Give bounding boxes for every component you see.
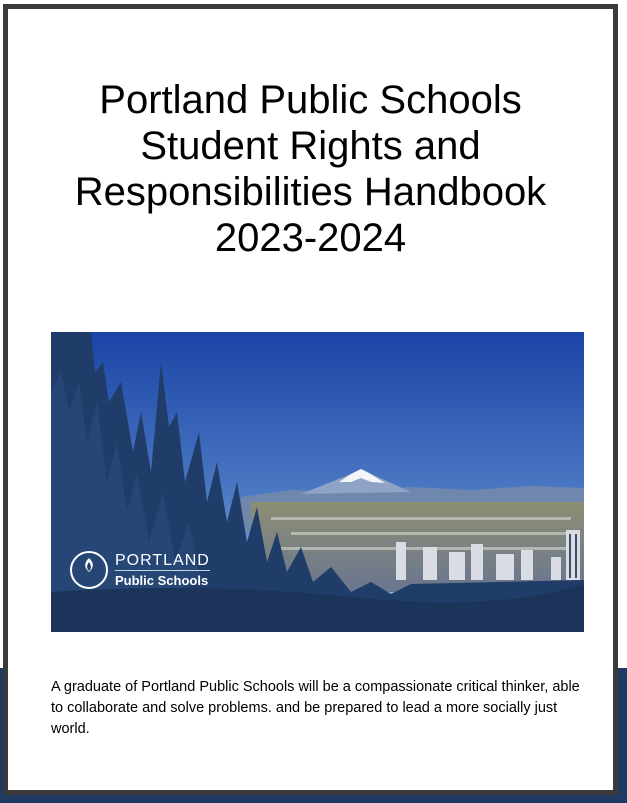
logo-line-public-schools: Public Schools bbox=[115, 570, 210, 589]
title-line: 2023-2024 bbox=[214, 216, 407, 260]
pps-flame-emblem-icon bbox=[69, 550, 109, 590]
title-line: Responsibilities Handbook bbox=[74, 170, 547, 214]
title-line: Portland Public Schools bbox=[99, 78, 522, 122]
document-title bbox=[8, 77, 613, 261]
title-line: Student Rights and bbox=[140, 124, 481, 168]
logo-line-portland: PORTLAND bbox=[115, 551, 210, 569]
logo-wordmark bbox=[115, 552, 210, 589]
mission-statement: A graduate of Portland Public Schools will be a compassionate critical thinker, able to collaborate and solve problems. and be prepared to lead a more socially just world. bbox=[51, 679, 580, 737]
pps-logo bbox=[69, 550, 210, 590]
cover-image bbox=[51, 332, 584, 632]
document-page bbox=[3, 4, 618, 795]
